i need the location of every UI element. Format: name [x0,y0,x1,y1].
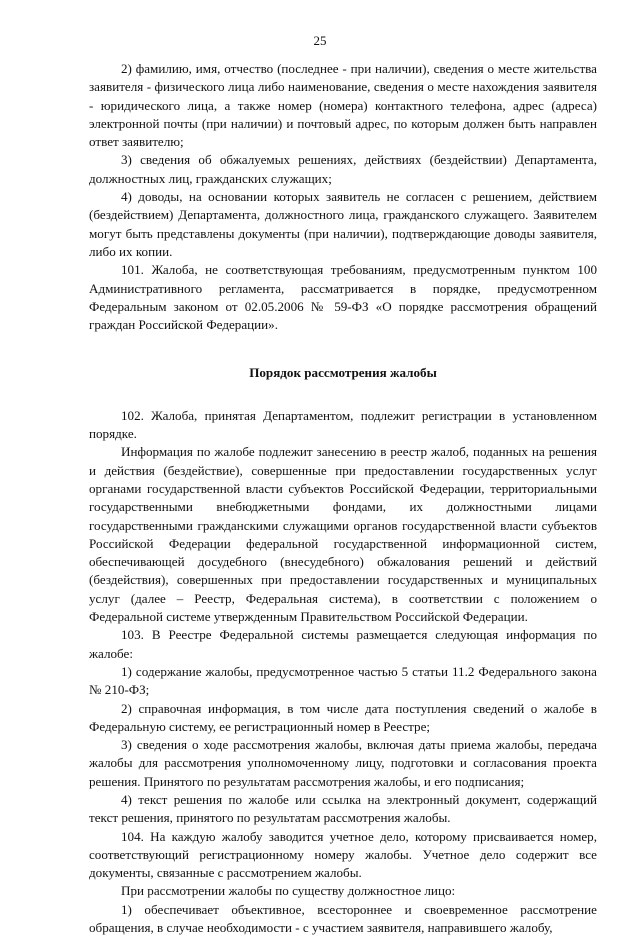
paragraph-103-item-2: 2) справочная информация, в том числе дата поступления сведений о жалобе в Федеральную систему, ее регистрационный номер в Реестре; [89,700,597,734]
paragraph-103-item-3: 3) сведения о ходе рассмотрения жалобы, включая даты приема жалобы, передача жалобы для рассмотрения уполномоченному лицу, подготовки и согласования проекта решения. Принятого по результатам рассмотрения жалобы, и его подписания; [89,737,597,789]
document-body [89,60,597,937]
paragraph-item-3: 3) сведения об обжалуемых решениях, действиях (бездействии) Департамента, должностных лиц, гражданских служащих; [89,152,597,186]
paragraph-clause-101: 101. Жалоба, не соответствующая требованиям, предусмотренным пунктом 100 Административного регламента, рассматривается в порядке, предусмотренном Федеральным законом от 02.05.2006 № 59-ФЗ «О порядке рассмотрения обращений граждан Российской Федерации». [89,262,597,333]
paragraph-duty-item-1: 1) обеспечивает объективное, всестороннее и своевременное рассмотрение обращения, в случае необходимости - с участием заявителя, направившего жалобу, [89,901,597,936]
section-heading: Порядок рассмотрения жалобы [249,365,437,381]
paragraph-item-2: 2) фамилию, имя, отчество (последнее - при наличии), сведения о месте жительства заявителя - физического лица либо наименование, сведения о месте нахождения заявителя - юридического лица, а также номер (номера) контактного телефона, адрес (адреса) электронной почты (при наличии) и почтовый адрес, по которым должен быть направлен ответ заявителю; [89,61,597,150]
paragraph-item-4: 4) доводы, на основании которых заявитель не согласен с решением, действием (бездействием) Департамента, должностного лица, гражданского служащего. Заявителем могут быть представлены документы (при наличии), подтверждающие доводы заявителя, либо их копии. [89,189,597,259]
paragraph-clause-102: 102. Жалоба, принятая Департаментом, подлежит регистрации в установленном порядке. [89,407,597,442]
paragraph-clause-104: 104. На каждую жалобу заводится учетное дело, которому присваивается номер, соответствующий регистрационному номеру жалобы. Учетное дело содержит все документы, связанные с рассмотрением жалобы. [89,828,597,881]
page-number: 25 [313,33,327,48]
paragraph-registry-info: Информация по жалобе подлежит занесению в реестр жалоб, поданных на решения и действия (бездействие), совершенные при предоставлении государственных услуг органами государственной власти субъектов Российской Федерации, территориальными государственными внебюджетными фондами, их должностными лицами государственными гражданскими служащими органов государственной власти субъектов Российской Федерации федеральной государственной информационной систем, обеспечивающей досудебного (внесудебного) обжалования решений и действий (бездействия), совершенных при предоставлении государственных и муниципальных услуг (далее – Реестр, Федеральная система), в соответствии с положением о Федеральной системе утвержденным Правительством Российской Федерации. [89,444,597,625]
paragraph-clause-103: 103. В Реестре Федеральной системы размещается следующая информация по жалобе: [89,627,597,661]
paragraph-official-duties: При рассмотрении жалобы по существу должностное лицо: [121,883,456,899]
paragraph-103-item-4: 4) текст решения по жалобе или ссылка на электронный документ, содержащий текст решения, принятого по результатам рассмотрения жалобы. [89,791,597,826]
paragraph-103-item-1: 1) содержание жалобы, предусмотренное частью 5 статьи 11.2 Федерального закона № 210-ФЗ; [89,663,597,698]
